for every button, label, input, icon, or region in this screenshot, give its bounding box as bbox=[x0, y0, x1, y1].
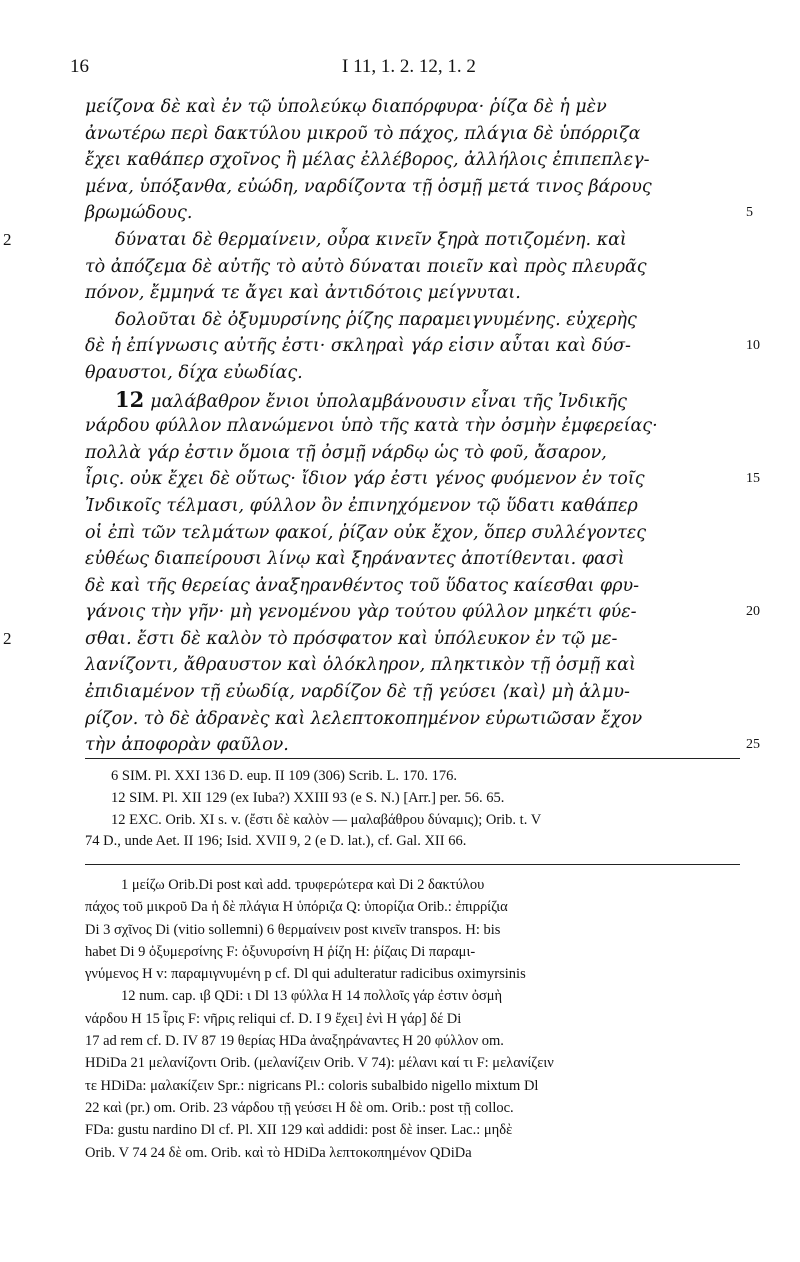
text-line bbox=[85, 466, 760, 493]
text-line bbox=[85, 520, 725, 547]
text-line bbox=[85, 599, 760, 626]
text-line-content bbox=[85, 307, 725, 334]
text-line-body: μένα, ὑπόξανθα, εὐώδη, ναρδίζοντα τῇ ὀσμῇ μετά τινος βάρους bbox=[85, 176, 652, 197]
apparatus-line: 17 ad rem cf. D. IV 87 19 θερίας HDa ἀναξηράναντες H 20 φύλλον om. bbox=[85, 1033, 504, 1050]
text-line bbox=[85, 254, 725, 281]
text-line bbox=[85, 200, 753, 227]
text-line-content bbox=[85, 546, 725, 573]
main-text bbox=[3, 94, 760, 759]
apparatus-line: γνύμενος H v: παραμιγνυμένη p cf. Dl qui adulteratur radicibus oximyrsinis bbox=[85, 966, 526, 983]
text-line-body: λανίζοντι, ἄθραυστον καὶ ὁλόκληρον, πληκτικὸν τῇ ὀσμῇ καὶ bbox=[85, 655, 636, 676]
text-line-content bbox=[85, 227, 725, 254]
text-line-content bbox=[85, 652, 725, 679]
text-line bbox=[85, 174, 725, 201]
text-line-content bbox=[85, 413, 725, 440]
text-line bbox=[85, 573, 725, 600]
apparatus-line: 12 num. cap. ιβ QDi: ι Dl 13 φύλλα H 14 πολλοῖς γάρ ἐστιν ὀσμὴ bbox=[121, 988, 503, 1005]
text-line-body: δὲ καὶ τῆς θερείας ἀναξηρανθέντος τοῦ ὕδατος καίεσθαι φρυ- bbox=[85, 575, 640, 596]
text-line bbox=[3, 227, 725, 254]
text-line bbox=[85, 280, 725, 307]
text-line bbox=[85, 652, 725, 679]
testimonia-line: 74 D., unde Aet. II 196; Isid. XVII 9, 2 (e D. lat.), cf. Gal. XII 66. bbox=[85, 833, 467, 850]
text-line-content bbox=[85, 254, 725, 281]
testimonia-line: 6 SIM. Pl. XXI 136 D. eup. II 109 (306) Scrib. L. 170. 176. bbox=[111, 768, 457, 784]
text-line-body: ἀνωτέρω περὶ δακτύλου μικροῦ τὸ πάχος, πλάγια δὲ ὑπόρριζα bbox=[85, 123, 641, 144]
text-line bbox=[85, 679, 725, 706]
line-number: 10 bbox=[746, 338, 760, 354]
text-line-body: τὸ ἀπόζεμα δὲ αὐτῆς τὸ αὐτὸ δύναται ποιεῖν καὶ πρὸς πλευρᾶς bbox=[85, 256, 647, 277]
text-line-body: ἐπιδιαμένον τῇ εὐωδίᾳ, ναρδίζον δὲ τῇ γεύσει ⟨καὶ⟩ μὴ ἁλμυ- bbox=[85, 682, 630, 703]
text-line-body: σθαι. ἔστι δὲ καλὸν τὸ πρόσφατον καὶ ὑπόλευκον ἐν τῷ με- bbox=[85, 628, 618, 649]
text-line bbox=[85, 94, 725, 121]
text-line bbox=[85, 706, 725, 733]
text-line-body: γάνοις τὴν γῆν· μὴ γενομένου γὰρ τούτου φύλλον μηκέτι φύε- bbox=[85, 602, 637, 623]
text-line-body: ἶρις. οὐκ ἔχει δὲ οὕτως· ἴδιον γάρ ἐστι γένος φυόμενον ἐν τοῖς bbox=[85, 469, 645, 490]
text-line bbox=[85, 413, 725, 440]
text-line-content bbox=[85, 599, 725, 626]
text-line-content bbox=[85, 466, 725, 493]
text-line bbox=[85, 546, 725, 573]
text-line-content bbox=[85, 573, 725, 600]
apparatus-line: HDiDa 21 μελανίζοντι Orib. (μελανίζειν Orib. V 74): μέλανι καί τι F: μελανίζειν bbox=[85, 1055, 554, 1072]
text-line-content bbox=[85, 333, 725, 360]
chapter-number: 12 bbox=[115, 386, 145, 412]
apparatus-line: πάχος τοῦ μικροῦ Da ἡ δὲ πλάγια H ὑπόριζα Q: ὑπορίζια Orib.: ἐπιρρίζια bbox=[85, 899, 508, 916]
text-line-body: θραυστοι, δίχα εὐωδίας. bbox=[85, 362, 303, 383]
apparatus-line: 1 μείζω Orib.Di post καὶ add. τρυφερώτερα καὶ Di 2 δακτύλου bbox=[121, 877, 485, 893]
text-line-body: Ἰνδικοῖς τέλμασι, φύλλον ὂν ἐπινηχόμενον τῷ ὕδατι καθάπερ bbox=[85, 495, 638, 516]
margin-section-number: 2 bbox=[3, 628, 12, 648]
text-line-body: μαλάβαθρον ἔνιοι ὑπολαμβάνουσιν εἶναι τῆς Ἰνδικῆς bbox=[150, 391, 627, 412]
text-line-content bbox=[85, 200, 725, 227]
separator-rule bbox=[85, 758, 740, 759]
text-line-body: δολοῦται δὲ ὀξυμυρσίνης ῥίζης παραμειγνυμένης. εὐχερὴς bbox=[115, 309, 637, 330]
text-line-content bbox=[85, 706, 725, 733]
text-line-content bbox=[85, 679, 725, 706]
apparatus-line: τε HDiDa: μαλακίζειν Spr.: nigricans Pl.: coloris subalbido nigello mixtum Dl bbox=[85, 1077, 539, 1094]
testimonia-block bbox=[85, 766, 745, 853]
text-line-content bbox=[85, 387, 725, 416]
text-line-body: βρωμώδους. bbox=[85, 203, 193, 224]
text-line-body: δὲ ἡ ἐπίγνωσις αὐτῆς ἐστι· σκληραὶ γάρ εἰσιν αὗται καὶ δύσ- bbox=[85, 336, 631, 357]
text-line-content bbox=[85, 440, 725, 467]
text-line-body: νάρδου φύλλον πλανώμενοι ὑπὸ τῆς κατὰ τὴν ὀσμὴν ἐμφερείας· bbox=[85, 416, 658, 437]
line-number: 15 bbox=[746, 471, 760, 487]
text-line-content bbox=[85, 121, 725, 148]
text-line-content bbox=[85, 520, 725, 547]
critical-apparatus bbox=[85, 874, 745, 1164]
text-line-body: πολλὰ γάρ ἐστιν ὅμοια τῇ ὀσμῇ νάρδῳ ὡς τὸ φοῦ, ἄσαρον, bbox=[85, 442, 607, 463]
apparatus-line: Di 3 σχῖνος Di (vitio sollemni) 6 θερμαίνειν post κινεῖν transpos. H: bis bbox=[85, 921, 501, 938]
text-line-content bbox=[85, 174, 725, 201]
text-line-body: ἔχει καθάπερ σχοῖνος ἢ μέλας ἐλλέβορος, ἀλλήλοις ἐπιπεπλεγ- bbox=[85, 150, 650, 171]
text-line-body: δύναται δὲ θερμαίνειν, οὖρα κινεῖν ξηρὰ ποτιζομένη. καὶ bbox=[115, 229, 627, 250]
text-line bbox=[85, 732, 760, 759]
apparatus-line: 22 καὶ (pr.) om. Orib. 23 νάρδου τῇ γεύσει H δὲ om. Orib.: post τῇ colloc. bbox=[85, 1099, 514, 1116]
line-number: 25 bbox=[746, 737, 760, 753]
text-line-content bbox=[85, 732, 725, 759]
text-line bbox=[85, 493, 725, 520]
text-line bbox=[85, 387, 725, 414]
text-line-content bbox=[85, 626, 725, 653]
text-line-body: μείζονα δὲ καὶ ἐν τῷ ὑπολεύκῳ διαπόρφυρα· ῥίζα δὲ ἡ μὲν bbox=[85, 97, 607, 117]
text-line-content bbox=[85, 493, 725, 520]
text-line bbox=[85, 121, 725, 148]
testimonia-line: 12 SIM. Pl. XII 129 (ex Iuba?) XXIII 93 (e S. N.) [Arr.] per. 56. 65. bbox=[111, 789, 505, 806]
text-line-body: ρίζον. τὸ δὲ ἀδρανὲς καὶ λελεπτοκοπημένον εὐρωτιῶσαν ἔχον bbox=[85, 708, 643, 729]
text-line-content bbox=[85, 360, 725, 387]
text-line-content bbox=[85, 94, 725, 121]
text-line bbox=[3, 626, 725, 653]
apparatus-line: FDa: gustu nardino Dl cf. Pl. XII 129 καὶ addidi: post δὲ inser. Lac.: μηδὲ bbox=[85, 1122, 513, 1139]
apparatus-line: habet Di 9 ὀξυμερσίνης F: ὀξυνυρσίνη H ῥίζη H: ῥίζαις Di παραμι- bbox=[85, 943, 476, 960]
testimonia-line: 12 EXC. Orib. XI s. v. (ἔστι δὲ καλὸν — μαλαβάθρου δύναμις); Orib. t. V bbox=[111, 811, 542, 828]
margin-section-number: 2 bbox=[3, 229, 12, 249]
line-number: 20 bbox=[746, 604, 760, 620]
apparatus-line: νάρδου H 15 ἶρις F: νῆρις reliqui cf. D. I 9 ἔχει] ἐνὶ H γάρ] δέ Di bbox=[85, 1010, 462, 1027]
separator-rule bbox=[85, 864, 740, 865]
line-number: 5 bbox=[746, 205, 753, 221]
text-line bbox=[85, 307, 725, 334]
text-line-body: τὴν ἀποφορὰν φαῦλον. bbox=[85, 735, 289, 756]
running-head bbox=[70, 56, 740, 86]
section-reference: I 11, 1. 2. 12, 1. 2 bbox=[342, 56, 476, 77]
text-line-body: πόνον, ἔμμηνά τε ἄγει καὶ ἀντιδότοις μείγνυται. bbox=[85, 283, 521, 304]
text-line bbox=[85, 440, 725, 467]
page-number: 16 bbox=[70, 56, 89, 77]
text-line bbox=[85, 333, 760, 360]
text-line-content bbox=[85, 147, 725, 174]
text-line bbox=[85, 147, 725, 174]
text-line bbox=[85, 360, 725, 387]
text-line-content bbox=[85, 280, 725, 307]
apparatus-line: Orib. V 74 24 δὲ om. Orib. καὶ τὸ HDiDa λεπτοκοπημένον QDiDa bbox=[85, 1144, 472, 1161]
text-line-body: εὐθέως διαπείρουσι λίνῳ καὶ ξηράναντες ἀποτίθενται. φασὶ bbox=[85, 549, 625, 570]
text-line-body: οἱ ἐπὶ τῶν τελμάτων φακοί, ῥίζαν οὐκ ἔχον, ὅπερ συλλέγοντες bbox=[85, 522, 647, 543]
